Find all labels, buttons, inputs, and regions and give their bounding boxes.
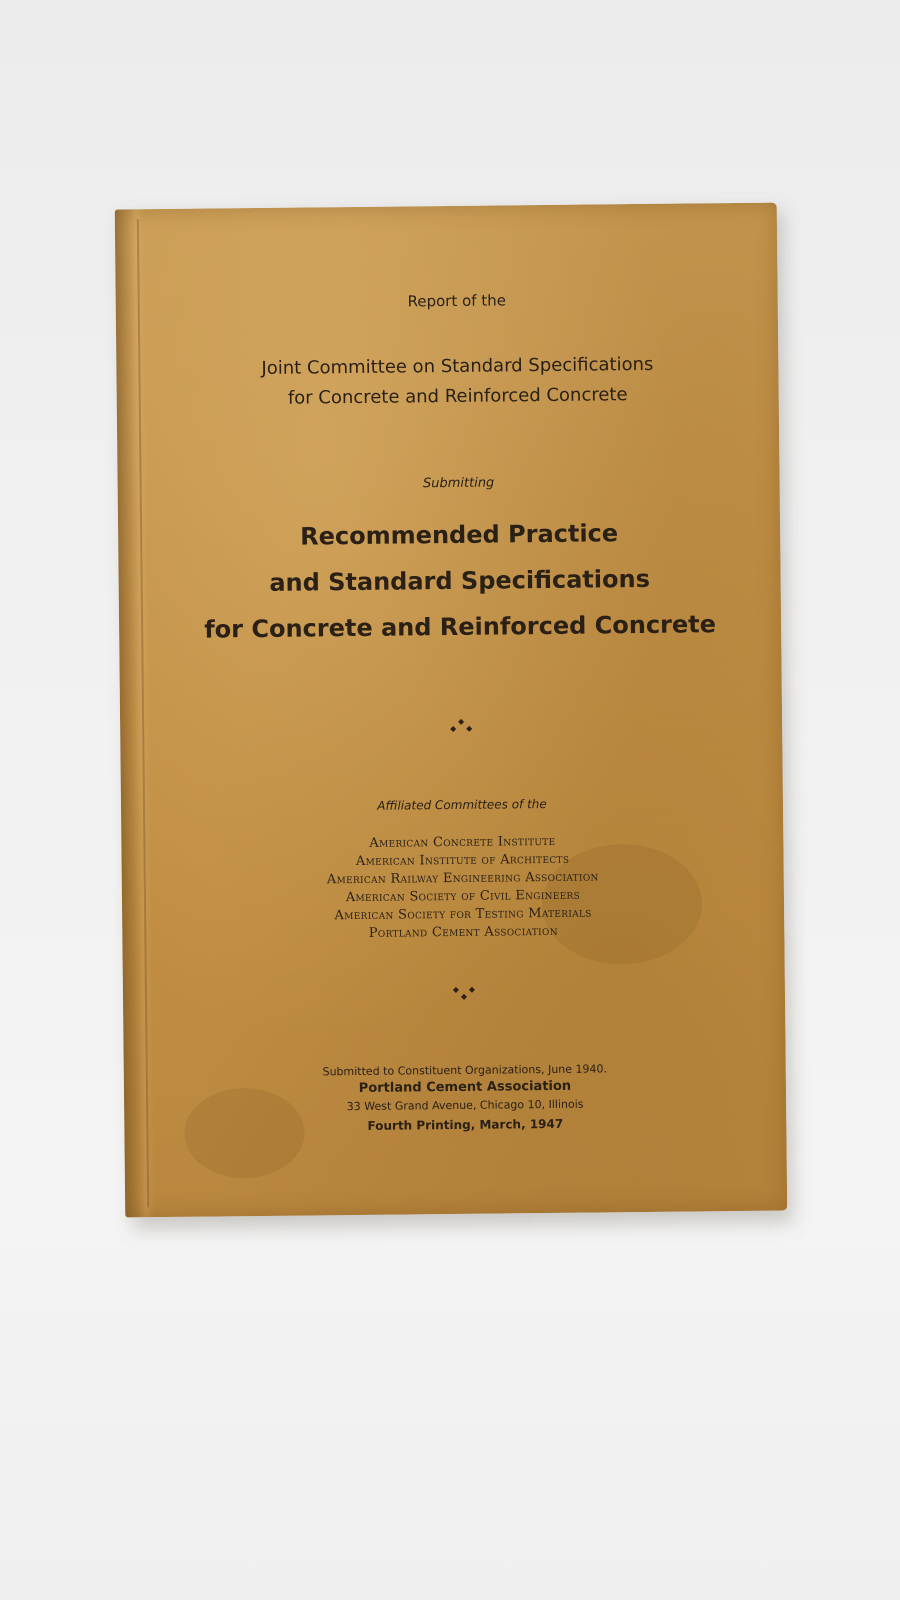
book-cover — [115, 203, 788, 1218]
book-title — [158, 509, 761, 653]
diamond-ornament-icon — [163, 983, 765, 1010]
organization-item: American Institute of Architects — [355, 851, 570, 870]
diamond-ornament-icon — [450, 986, 478, 1004]
committee-line: Joint Committee on Standard Specifications — [261, 353, 654, 379]
report-of-line: Report of the — [407, 291, 506, 311]
committee-line: for Concrete and Reinforced Concrete — [287, 384, 628, 409]
publisher-address: 33 West Grand Avenue, Chicago 10, Illinois — [346, 1097, 584, 1114]
submitted-date: Submitted to Constituent Organizations, June 1940. — [322, 1062, 608, 1079]
printing-info: Fourth Printing, March, 1947 — [367, 1116, 564, 1133]
diamond-ornament-icon — [160, 715, 762, 742]
cover-text-block — [155, 203, 757, 1133]
spine-edge — [115, 209, 156, 1217]
committee-name — [156, 349, 759, 415]
organization-item: American Railway Engineering Association — [326, 869, 599, 888]
organization-item: American Concrete Institute — [369, 833, 556, 851]
organization-list — [161, 831, 764, 945]
title-line: for Concrete and Reinforced Concrete — [204, 610, 717, 644]
publication-footer — [164, 1059, 767, 1139]
title-line: Recommended Practice — [300, 519, 619, 551]
organization-item: Portland Cement Association — [368, 923, 558, 941]
publisher-name: Portland Cement Association — [358, 1078, 572, 1096]
diamond-ornament-icon — [447, 718, 475, 736]
organization-item: American Society of Civil Engineers — [345, 887, 581, 906]
organization-item: American Society for Testing Materials — [334, 905, 592, 924]
title-line: and Standard Specifications — [269, 564, 651, 597]
submitting-label: Submitting — [422, 475, 495, 492]
affiliated-label: Affiliated Committees of the — [377, 797, 547, 813]
